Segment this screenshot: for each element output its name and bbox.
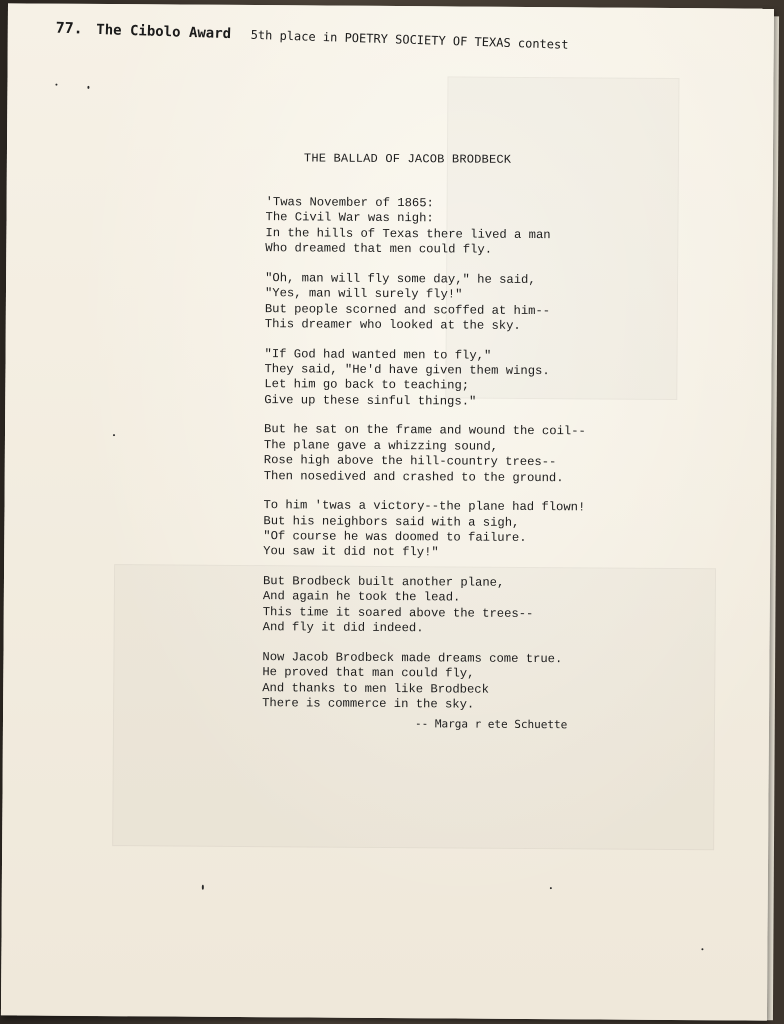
- poem-line: "Of course he was doomed to failure.: [263, 529, 527, 546]
- paper-speck: [202, 885, 204, 890]
- poem-body: [262, 195, 626, 728]
- poem-line: "Yes, man will surely fly!": [264, 286, 463, 302]
- stanza: [263, 574, 623, 638]
- poem-line: You saw it did not fly!": [263, 544, 439, 560]
- poem-line: And again he took the lead.: [262, 589, 461, 605]
- poem-line: He proved that man could fly,: [262, 665, 475, 681]
- poem-line: 'Twas November of 1865:: [265, 195, 434, 211]
- poem-line: But people scorned and scoffed at him--: [264, 301, 551, 318]
- poem-line: In the hills of Texas there lived a man: [265, 225, 551, 242]
- stanza: [265, 271, 625, 335]
- poem-line: Now Jacob Brodbeck made dreams come true.: [262, 649, 563, 667]
- page-header: [55, 18, 615, 55]
- poem-line: But Brodbeck built another plane,: [262, 574, 505, 590]
- paper-speck: [550, 887, 552, 889]
- poem-line: And thanks to men like Brodbeck: [262, 680, 490, 697]
- poem-line: "If God had wanted men to fly,": [264, 346, 492, 363]
- poem-line: Let him go back to teaching;: [264, 377, 470, 393]
- poem-line: And fly it did indeed.: [262, 620, 424, 636]
- document-page: [1, 3, 774, 1020]
- poem-line: Rose high above the hill-country trees--: [263, 453, 557, 470]
- award-name: The Cibolo Award: [96, 21, 232, 43]
- page-number: 77.: [55, 18, 83, 38]
- poem-title: THE BALLAD OF JACOB BRODBECK: [303, 151, 512, 167]
- poem-line: There is commerce in the sky.: [262, 696, 475, 712]
- stanza: [262, 650, 622, 714]
- paper-speck: [55, 84, 57, 86]
- poem-line: This time it soared above the trees--: [262, 604, 534, 621]
- poem-line: Then nosedived and crashed to the ground.: [263, 468, 564, 485]
- stanza: [264, 347, 624, 411]
- stanza: [265, 195, 625, 259]
- paper-speck: [113, 434, 115, 436]
- poem-line: The Civil War was nigh:: [265, 210, 434, 226]
- stanza: [264, 423, 624, 487]
- poem-line: This dreamer who looked at the sky.: [264, 317, 521, 333]
- poem-line: They said, "He'd have given them wings.: [264, 362, 550, 379]
- author-signature: -- Marga r ete Schuette: [414, 717, 568, 732]
- paper-speck: [87, 86, 89, 89]
- poem-line: Give up these sinful things.": [264, 392, 477, 409]
- paper-speck: [701, 948, 703, 950]
- poem-line: To him 'twas a victory--the plane had flown!: [263, 498, 586, 515]
- poem-line: "Oh, man will fly some day," he said,: [265, 270, 536, 287]
- poem-line: But he sat on the frame and wound the coil--: [263, 422, 586, 439]
- poem-line: Who dreamed that men could fly.: [265, 241, 493, 257]
- poem-line: But his neighbors said with a sigh,: [263, 513, 520, 530]
- poem-line: The plane gave a whizzing sound,: [263, 437, 499, 454]
- contest-placement: 5th place in POETRY SOCIETY OF TEXAS contest: [250, 27, 569, 52]
- stanza: [263, 498, 623, 562]
